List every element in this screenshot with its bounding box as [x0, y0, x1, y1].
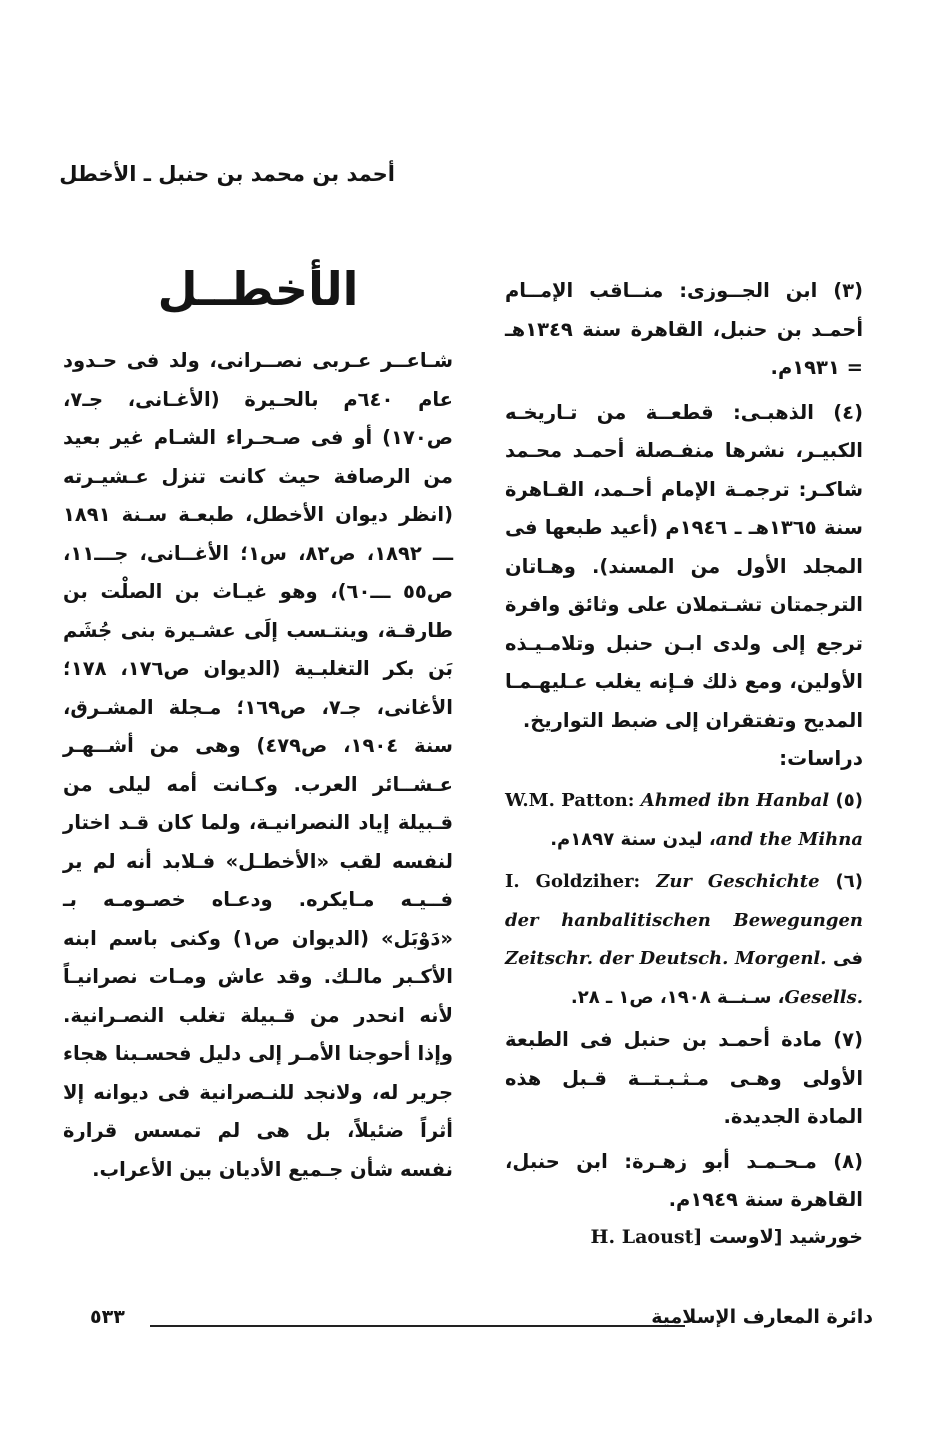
study-5-title: Ahmed ibn Hanbal and the Mihna — [640, 790, 863, 850]
running-head: أحمد بن محمد بن حنبل ـ الأخطل — [59, 162, 395, 186]
study-6-place: ، سـنــة ١٩٠٨، ص١ ـ ٢٨. — [570, 986, 785, 1008]
page-number: ٥٣٣ — [90, 1306, 125, 1328]
signature-arabic: خورشيد [لاوست — [708, 1225, 863, 1248]
page-footer — [90, 1306, 873, 1336]
author-signature — [505, 1226, 863, 1248]
footer-rule — [150, 1325, 685, 1327]
footer-title: دائرة المعارف الإسلامية — [651, 1306, 873, 1328]
note-7: (٧) مادة أحمـد بن حنبل فى الطبعة الأولى وهـى مـثـبـتــة قـبل هذه المادة الجديدة. — [505, 1028, 863, 1128]
note-8: (٨) مـحـمـد أبو زهـرة: ابن حنبل، القاهرة سنة ١٩٤٩م. — [505, 1149, 863, 1211]
left-column — [63, 262, 453, 1189]
article-title: الأخطــل — [157, 262, 359, 316]
study-5-place: ، ليدن سنة ١٨٩٧م. — [550, 828, 716, 850]
study-6 — [505, 863, 863, 1017]
note-4: (٤) الذهبـى: قطعــة من تـاريخـه الكبيـر، نشرها منفـصلة أحمـد محـمد شاكـر: ترجمـة الإمام أحـمد، القـاهرة سنة ١٣٦٥هـ ـ ١٩٤٦م (أعيد طبعها فى المجلد الأول من المسند). وهـاتان الترجمتان تشـتملان على وثائق وافرة ترجع إلى ولدى ابـن حنبل وتلامـيـذه الأولين، ومع ذلك فـإنه يغلب عـليهـمـا المديح وتفتقران إلى ضبط التواريخ. — [505, 400, 863, 732]
note-3: (٣) ابن الجــوزى: منــاقب الإمــام أحمـد بن حنبل، القاهرة سنة ١٣٤٩هـ = ١٩٣١م. — [505, 279, 863, 379]
study-5-author: W.M. Patton: — [505, 790, 635, 811]
right-column — [505, 272, 863, 1248]
study-6-in: فى — [833, 948, 863, 969]
study-5 — [505, 782, 863, 859]
studies-heading: دراسات: — [779, 746, 863, 770]
study-6-author: I. Goldziher: — [505, 871, 641, 892]
study-6-title: Zur Geschichte der hanbalitischen Bewegungen — [505, 871, 863, 931]
article-body: شـاعــر عـربى نصــرانى، ولد فى حـدود عام ٦٤٠م بالحـيرة (الأغـانى، جـ٧، ص١٧٠) أو فى صـحـراء الشـام غير بعيد من الرصافة حيث كانت تنزل عـشيـرته (انظر ديوان الأخطل، طبعـة سـنة ١٨٩١ ـــ ١٨٩٢، ص٨٢، س١؛ الأغــانى، جـــ١١، ص٥٥ ـــ٦٠)، وهو غيـاث بن الصلْت بن طارقـة، وينتـسب إلَى عشـيرة بنى جُشَم بَن بكر التغلبـية (الديوان ص١٧٦، ١٧٨؛ الأغانى، جـ٧، ص١٦٩؛ مـجلة المشـرق، سنة ١٩٠٤، ص٤٧٩) وهى من أشــهـر عـشــائر العرب. وكـانت أمه ليلى من قـبيلة إياد النصرانيـة، ولما كان قـد اختار لنفسه لقب «الأخطـل» فـلابد أنه لم ير فــيـه مـايكره. ودعـاه خصـومـه بـ «دَوْبَل» (الديوان ص١) وكنى باسم ابنه الأكـبر مالـك. وقد عاش ومـات نصرانيـاً لأنه انحدر من قـبيلة تغلب النصـرانية. وإذا أحوجنا الأمـر إلى دليل فحسـبنا هجاء جرير له، ولانجد للنـصرانية فى ديوانه إلا أثراً ضئيلاً، بل هى لم تمسس قرارة نفسه شأن جـميع الأديان بين الأعراب. — [63, 349, 454, 1181]
study-6-number: (٦) — [835, 871, 863, 892]
study-6-journal: Zeitschr. der Deutsch. Morgenl. Gesells. — [505, 948, 863, 1008]
signature-latin: H. Laoust] — [590, 1225, 703, 1248]
study-5-number: (٥) — [835, 790, 863, 811]
